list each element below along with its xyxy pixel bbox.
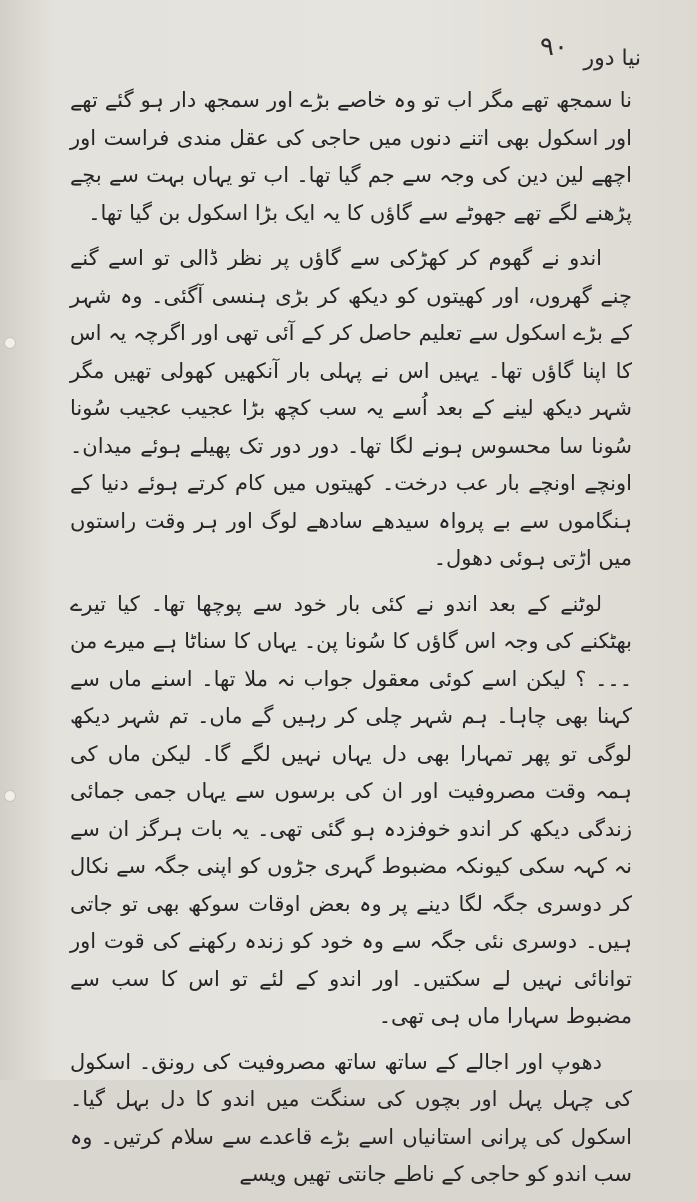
paragraph-1: نا سمجھ تھے مگر اب تو وہ خاصے بڑے اور سمجھ دار ہو گئے تھے اور اسکول بھی اتنے دنوں میں حاجی کی عقل مندی فراست اور اچھے لین دین کی وجہ سے جم گیا تھا۔ اب تو یہاں بہت سے بچے پڑھنے لگے تھے جھوٹے سے گاؤں کا یہ ایک بڑا اسکول بن گیا تھا۔ xyxy=(70,88,632,225)
page-number: ۹۰ xyxy=(540,32,568,62)
paragraph-3: لوٹنے کے بعد اندو نے کئی بار خود سے پوچھا تھا۔ کیا تیرے بھٹکنے کی وجہ اس گاؤں کا سُونا پن۔ یہاں کا سناٹا ہے میرے من ۔۔۔ ؟ لیکن اسے کوئی معقول جواب نہ ملا تھا۔ اسنے ماں سے کہنا بھی چاہا۔ ہم شہر چلی کر رہیں گے ماں۔ تم شہر دیکھ لوگی تو پھر تمہارا بھی دل یہاں نہیں لگے گا۔ لیکن ماں کی ہمہ وقت مصروفیت اور ان کی برسوں سے یہاں جمی جمائی زندگی دیکھ کر اندو خوفزدہ ہو گئی تھی۔ یہ بات ہرگز ان سے نہ کہہ سکی کیونکہ مضبوط گہری جڑوں کو اپنی جگہ سے نکال کر دوسری جگہ لگا دینے پر وہ بعض اوقات سوکھ بھی تو جاتی ہیں۔ دوسری نئی جگہ سے وہ خود کو زندہ رکھنے کی قوت اور توانائی نہیں لے سکتیں۔ اور اندو کے لئے تو اس کا سب سے مضبوط سہارا ماں ہی تھی۔ xyxy=(70,591,632,1028)
running-header-title: نیا دور xyxy=(583,46,641,71)
article-body xyxy=(70,82,632,1202)
paper-edge-mark xyxy=(4,337,16,349)
paper-edge-mark xyxy=(4,790,16,802)
paragraph-2: اندو نے گھوم کر کھڑکی سے گاؤں پر نظر ڈالی تو اسے گنے چنے گھروں، اور کھیتوں کو دیکھ کر بڑی ہنسی آگئی۔ وہ شہر کے بڑے اسکول سے تعلیم حاصل کر کے آئی تھی اور اگرچہ یہ اس کا اپنا گاؤں تھا۔ یہیں اس نے پہلی بار آنکھیں کھولی تھیں مگر شہر دیکھ لینے کے بعد اُسے یہ سب کچھ بڑا عجیب عجیب سُونا سُونا سا محسوس ہونے لگا تھا۔ دور دور تک پھیلے ہوئے میدان۔ اونچے اونچے بار عب درخت۔ کھیتوں میں کام کرتے ہوئے دنیا کے ہنگاموں سے بے پرواہ سیدھے سادھے لوگ اور ہر وقت راستوں میں اڑتی ہوئی دھول۔ xyxy=(70,246,632,570)
paragraph-4: دھوپ اور اجالے کے ساتھ ساتھ مصروفیت کی رونق۔ اسکول کی چہل پہل اور بچوں کی سنگت میں اندو کا دل بہل گیا۔ اسکول کی پرانی استانیاں اسے بڑے قاعدے سے سلام کرتیں۔ وہ سب اندو کو حاجی کے ناطے جانتی تھیں ویسے xyxy=(70,1049,632,1186)
